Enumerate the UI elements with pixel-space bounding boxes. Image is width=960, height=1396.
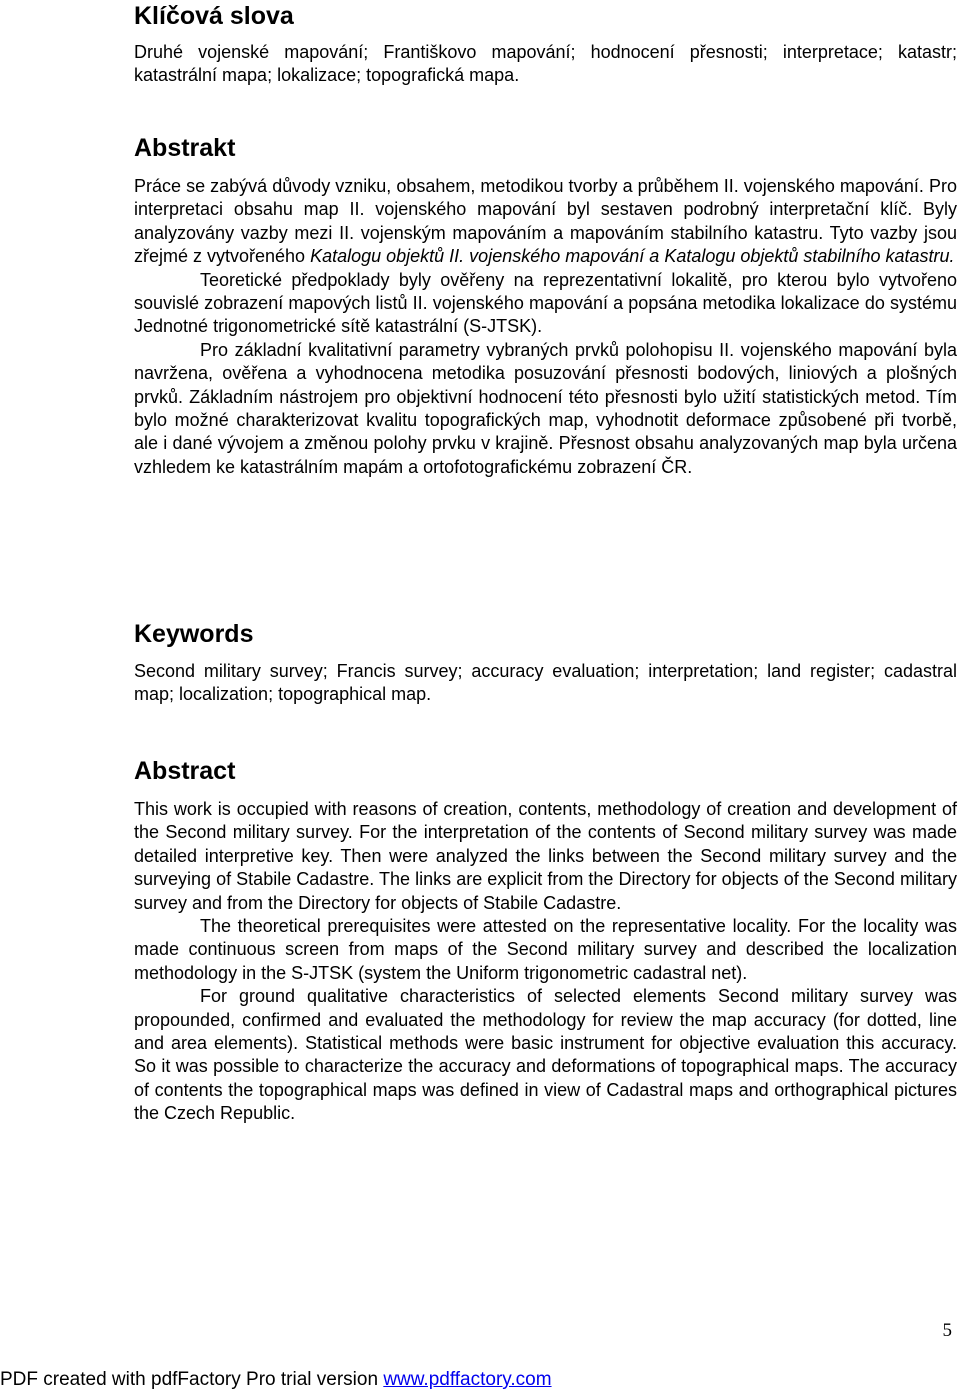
- footer-link[interactable]: www.pdffactory.com: [383, 1369, 552, 1390]
- english-abstract-paragraph-3: For ground qualitative characteristics of selected elements Second military survey was propounded, confirmed and evaluated the methodology for review the map accuracy (for dotted, line and area elements). Statistical methods were basic instrument for objective evaluation this accuracy. So it was possible to characterize the accuracy and deformations of topographical maps. The accuracy of contents the topographical maps was defined in view of Cadastral maps and orthographical pictures the Czech Republic.: [134, 986, 957, 1124]
- english-keywords-heading: Keywords: [134, 620, 254, 648]
- english-keywords-text: Second military survey; Francis survey; accuracy evaluation; interpretation; land register; cadastral map; localization; topographical map.: [134, 661, 957, 705]
- czech-abstract-catalog-title: Katalogu objektů II. vojenského mapování a Katalogu objektů stabilního katastru.: [310, 246, 955, 267]
- english-keywords-section: [134, 618, 957, 707]
- czech-abstract-paragraph-1: [134, 175, 957, 269]
- czech-keywords-text: Druhé vojenské mapování; Františkovo mapování; hodnocení přesnosti; interpretace; katastr; katastrální mapa; lokalizace; topografická mapa.: [134, 42, 957, 86]
- czech-abstract-paragraph-1-text: Práce se zabývá důvody vzniku, obsahem, metodikou tvorby a průběhem II. vojenského mapování. Pro interpretaci obsahu map II. vojenského mapování byl sestaven podrobný interpretační klíč. Byly analyzovány vazby mezi II. vojenským mapováním a mapováním stabilního katastru. Tyto vazby jsou zřejmé z vytvořeného: [134, 176, 957, 267]
- english-abstract-heading: Abstract: [134, 757, 236, 785]
- czech-abstract-section: [134, 132, 957, 479]
- czech-keywords-section: [134, 0, 957, 88]
- czech-abstract-paragraph-2: Teoretické předpoklady byly ověřeny na reprezentativní lokalitě, pro kterou bylo vytvořeno souvislé zobrazení mapových listů II. vojenského mapování a popsána metodika lokalizace do systému Jednotné trigonometrické sítě katastrální (S-JTSK).: [134, 269, 957, 337]
- english-abstract-section: [134, 755, 957, 1126]
- footer-text: PDF created with pdfFactory Pro trial version: [0, 1369, 384, 1390]
- english-abstract-paragraph-1: This work is occupied with reasons of creation, contents, methodology of creation and development of the Second military survey. For the interpretation of the contents of Second military survey was made detailed interpretive key. Then were analyzed the links between the Second military survey and the surveying of Stabile Cadastre. The links are explicit from the Directory for objects of the Second military survey and from the Directory for objects of Stabile Cadastre.: [134, 799, 957, 913]
- czech-abstract-heading: Abstrakt: [134, 134, 236, 162]
- english-abstract-paragraph-2: The theoretical prerequisites were attested on the representative locality. For the locality was made continuous screen from maps of the Second military survey and described the localization methodology in the S-JTSK (system the Uniform trigonometric cadastral net).: [134, 916, 957, 983]
- pdf-footer: [0, 1368, 552, 1392]
- czech-abstract-paragraph-3: Pro základní kvalitativní parametry vybraných prvků polohopisu II. vojenského mapování byla navržena, ověřena a vyhodnocena metodika posuzování přesnosti bodových, liniových a plošných prvků. Základním nástrojem pro objektivní hodnocení této přesnosti bylo užití statistických metod. Tím bylo možné charakterizovat kvalitu topografických map, vyhodnotit deformace způsobené při tvorbě, ale i dané vývojem a změnou polohy prvku v krajině. Přesnost obsahu analyzovaných map byla určena vzhledem ke katastrálním mapám a ortofotografickému zobrazení ČR.: [134, 339, 957, 477]
- page-number: 5: [942, 1320, 952, 1341]
- czech-keywords-heading: Klíčová slova: [134, 2, 294, 30]
